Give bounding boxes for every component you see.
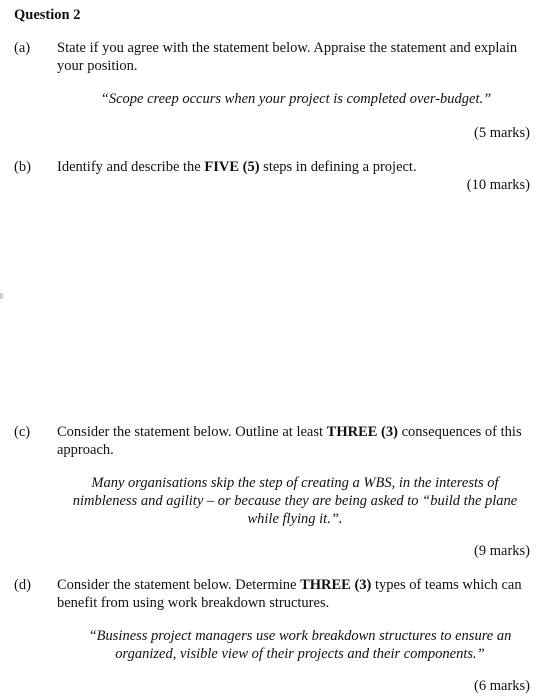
part-a-quote: “Scope creep occurs when your project is completed over-budget.”: [100, 91, 492, 107]
part-c-text: Consider the statement below. Outline at least THREE (3) consequences of this approach.: [57, 424, 522, 458]
part-b-text: Identify and describe the FIVE (5) steps in defining a project.: [57, 159, 417, 175]
part-b-marks: (10 marks): [466, 177, 530, 193]
part-c-label: (c): [14, 424, 31, 440]
part-d-marks: (6 marks): [474, 678, 530, 694]
part-a-text: State if you agree with the statement below. Appraise the statement and explain your position.: [57, 40, 518, 74]
part-c-quote: Many organisations skip the step of creating a WBS, in the interests of nimbleness and agility – or because they are being asked to “build the plane while flying it.”.: [72, 475, 518, 527]
margin-mark: [0, 293, 3, 299]
part-d-quote: “Business project managers use work breakdown structures to ensure an organized, visible view of their projects and their components.”: [88, 628, 512, 662]
part-a-marks: (5 marks): [474, 125, 530, 141]
part-d-text: Consider the statement below. Determine THREE (3) types of teams which can benefit from using work breakdown structures.: [57, 577, 522, 611]
part-d-label: (d): [14, 577, 31, 593]
question-title: Question 2: [14, 7, 81, 23]
part-a-label: (a): [14, 40, 31, 56]
part-b-label: (b): [14, 159, 31, 175]
part-c-marks: (9 marks): [474, 543, 530, 559]
